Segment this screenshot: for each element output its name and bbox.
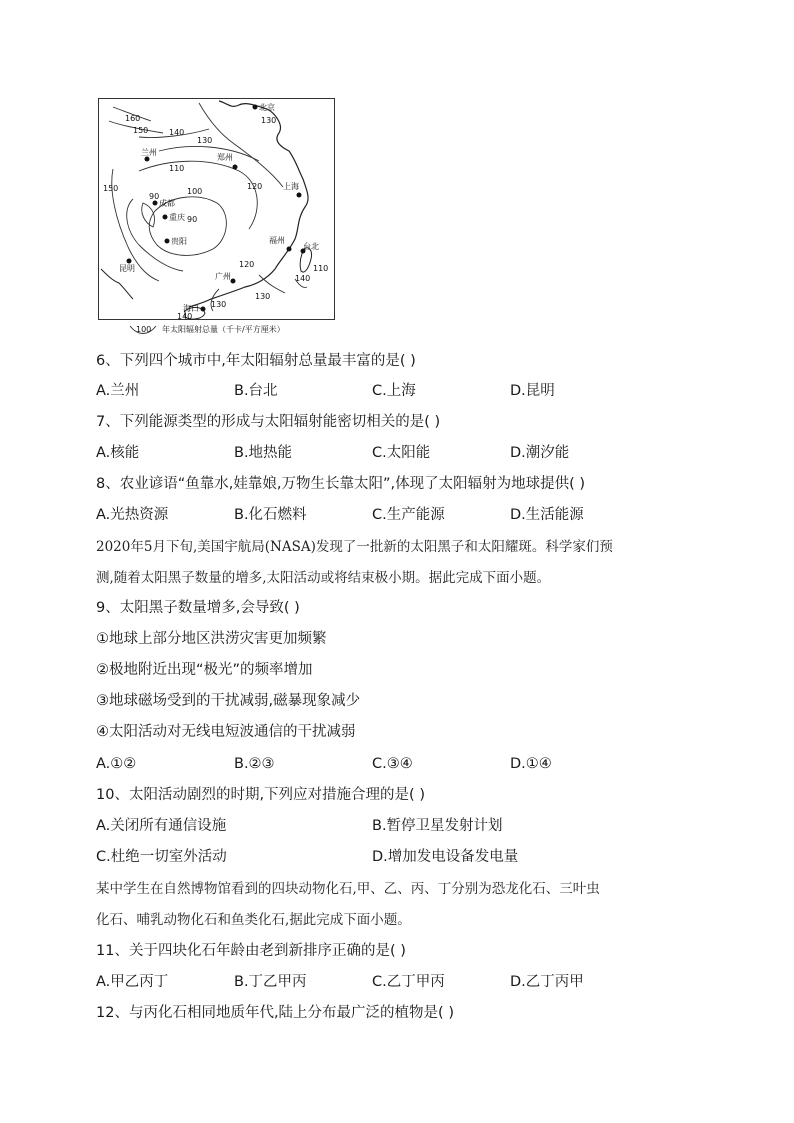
option-d[interactable]: D.潮汐能 xyxy=(510,445,570,461)
question-6-stem: 6、下列四个城市中,年太阳辐射总量最丰富的是( ) xyxy=(96,353,416,369)
passage-line: 化石、哺乳动物化石和鱼类化石,据此完成下面小题。 xyxy=(96,912,411,928)
passage-intro-2 xyxy=(96,874,700,936)
question-6-options xyxy=(96,381,696,401)
isoline-value: 150 xyxy=(103,184,119,193)
isoline-value: 110 xyxy=(313,264,329,273)
option-b[interactable]: B.暂停卫星发射计划 xyxy=(372,818,503,834)
option-c[interactable]: C.杜绝一切室外活动 xyxy=(96,849,227,865)
city-label: 成都 xyxy=(159,199,175,208)
question-10-stem: 10、太阳活动剧烈的时期,下列应对措施合理的是( ) xyxy=(96,787,425,803)
option-b[interactable]: B.台北 xyxy=(234,383,278,399)
question-11-stem: 11、关于四块化石年龄由老到新排序正确的是( ) xyxy=(96,943,406,959)
option-c[interactable]: C.上海 xyxy=(372,383,416,399)
statement-item: ④太阳活动对无线电短波通信的干扰减弱 xyxy=(96,724,356,740)
city-label: 北京 xyxy=(259,103,275,112)
isoline-value: 130 xyxy=(261,116,277,125)
passage-intro-1 xyxy=(96,532,700,594)
option-b[interactable]: B.化石燃料 xyxy=(234,507,307,523)
option-d[interactable]: D.①④ xyxy=(510,756,552,772)
question-12-stem: 12、与丙化石相同地质年代,陆上分布最广泛的植物是( ) xyxy=(96,1005,454,1021)
isoline-value: 90 xyxy=(187,215,198,224)
city-label: 台北 xyxy=(303,242,319,251)
city-label: 重庆 xyxy=(169,213,185,222)
city-label: 广州 xyxy=(215,272,231,281)
option-c[interactable]: C.乙丁甲丙 xyxy=(372,974,445,990)
isoline-value: 150 xyxy=(133,126,149,135)
statement-item: ③地球磁场受到的干扰减弱,磁暴现象减少 xyxy=(96,693,361,709)
option-a[interactable]: A.兰州 xyxy=(96,383,140,399)
option-a[interactable]: A.光热资源 xyxy=(96,507,169,523)
question-8-options xyxy=(96,505,696,525)
passage-line: 测,随着太阳黑子数量的增多,太阳活动或将结束极小期。据此完成下面小题。 xyxy=(96,570,551,586)
isoline-value: 110 xyxy=(169,164,185,173)
question-8-stem: 8、农业谚语“鱼靠水,娃靠娘,万物生长靠太阳”,体现了太阳辐射为地球提供( ) xyxy=(96,476,585,492)
passage-line: 某中学生在自然博物馆看到的四块动物化石,甲、乙、丙、丁分别为恐龙化石、三叶虫 xyxy=(96,881,600,897)
city-label: 海口 xyxy=(183,304,199,313)
city-label: 贵阳 xyxy=(171,237,187,246)
option-b[interactable]: B.地热能 xyxy=(234,445,293,461)
isoline-value: 130 xyxy=(197,136,213,145)
city-label: 郑州 xyxy=(217,153,233,162)
question-10-options-row1 xyxy=(96,816,696,836)
option-a[interactable]: A.核能 xyxy=(96,445,140,461)
city-label: 兰州 xyxy=(141,148,157,157)
isoline-value: 130 xyxy=(255,292,271,301)
option-b[interactable]: B.②③ xyxy=(234,756,275,772)
map-legend xyxy=(128,322,285,336)
option-d[interactable]: D.昆明 xyxy=(510,383,555,399)
option-b[interactable]: B.丁乙甲丙 xyxy=(234,974,307,990)
option-c[interactable]: C.生产能源 xyxy=(372,507,445,523)
question-10-options-row2 xyxy=(96,847,696,867)
option-d[interactable]: D.增加发电设备发电量 xyxy=(372,849,519,865)
passage-line: 2020年5月下旬,美国宇航局(NASA)发现了一批新的太阳黑子和太阳耀斑。科学家们预 xyxy=(96,539,613,555)
question-7-stem: 7、下列能源类型的形成与太阳辐射能密切相关的是( ) xyxy=(96,414,441,430)
legend-value: 100 xyxy=(136,325,152,334)
isoline-value: 140 xyxy=(295,274,311,283)
question-7-options xyxy=(96,443,696,463)
option-a[interactable]: A.①② xyxy=(96,756,137,772)
isoline-value: 160 xyxy=(125,114,141,123)
statement-item: ①地球上部分地区洪涝灾害更加频繁 xyxy=(96,631,327,647)
city-label: 福州 xyxy=(269,236,285,245)
option-a[interactable]: A.甲乙丙丁 xyxy=(96,974,169,990)
isoline-value: 100 xyxy=(187,187,203,196)
option-d[interactable]: D.生活能源 xyxy=(510,507,584,523)
city-label: 昆明 xyxy=(119,264,135,273)
solar-radiation-map xyxy=(98,98,335,320)
option-d[interactable]: D.乙丁丙甲 xyxy=(510,974,584,990)
isoline-value: 120 xyxy=(247,182,263,191)
option-c[interactable]: C.太阳能 xyxy=(372,445,431,461)
isoline-value: 140 xyxy=(177,312,193,321)
question-9-options xyxy=(96,754,696,774)
city-label: 上海 xyxy=(283,182,299,191)
map-drawing xyxy=(99,99,336,321)
isoline-value: 120 xyxy=(239,260,255,269)
question-9-stem: 9、太阳黑子数量增多,会导致( ) xyxy=(96,600,300,616)
option-a[interactable]: A.关闭所有通信设施 xyxy=(96,818,227,834)
legend-isoline-sample xyxy=(128,322,158,336)
isoline-value: 140 xyxy=(169,128,185,137)
statement-item: ②极地附近出现“极光”的频率增加 xyxy=(96,662,313,678)
isoline-value: 90 xyxy=(149,192,160,201)
option-c[interactable]: C.③④ xyxy=(372,756,413,772)
isoline-value: 130 xyxy=(211,300,227,309)
question-11-options xyxy=(96,972,696,992)
legend-text: 年太阳辐射总量（千卡/平方厘米） xyxy=(162,324,285,334)
